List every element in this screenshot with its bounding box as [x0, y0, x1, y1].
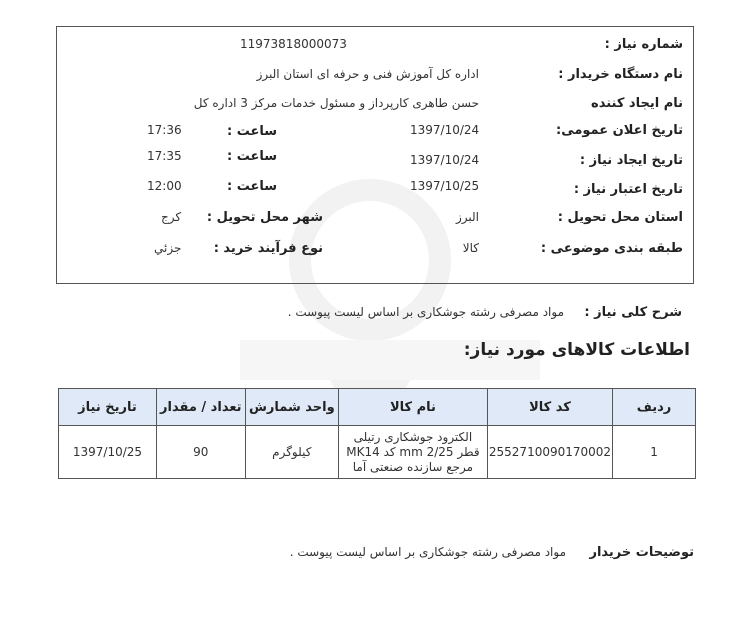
goods-table-header [59, 389, 696, 426]
process: جزئي [154, 241, 182, 255]
create-time: 17:35 [147, 149, 182, 163]
cell-unit: کیلوگرم [245, 426, 338, 479]
col-unit: واحد شمارش [245, 389, 338, 426]
city-label: شهر محل تحویل : [206, 210, 323, 225]
summary-label: شرح کلی نیاز : [584, 305, 682, 320]
goods-section-title: اطلاعات کالاهای مورد نیاز: [463, 340, 690, 360]
cell-date: 1397/10/25 [59, 426, 157, 479]
category: کالا [462, 241, 479, 255]
col-name: نام کالا [338, 389, 487, 426]
validity-time-label: ساعت : [227, 179, 278, 194]
col-code: کد کالا [487, 389, 612, 426]
validity-time: 12:00 [147, 179, 182, 193]
create-time-label: ساعت : [227, 149, 278, 164]
table-row [59, 426, 696, 479]
col-row: ردیف [613, 389, 696, 426]
cell-row: 1 [613, 426, 696, 479]
need-info-box [56, 26, 694, 284]
category-label: طبقه بندی موضوعی : [540, 241, 683, 256]
process-label: نوع فرآیند خرید : [213, 241, 323, 256]
announce-date: 1397/10/24 [410, 123, 480, 137]
validity-date: 1397/10/25 [410, 179, 480, 193]
create-date-label: تاریخ ایجاد نیاز : [579, 153, 683, 168]
need-number: 11973818000073 [240, 37, 347, 51]
creator-name: حسن طاهری کارپرداز و مسئول خدمات مرکز 3 اداره کل [193, 96, 479, 110]
announce-time-label: ساعت : [227, 124, 278, 139]
buyer-name: اداره کل آموزش فنی و حرفه ای استان البرز [256, 67, 479, 81]
validity-date-label: تاریخ اعتبار نیاز : [573, 182, 683, 197]
col-date: تاریخ نیاز [59, 389, 157, 426]
buyer-notes-text: مواد مصرفی رشته جوشکاری بر اساس لیست پیوست . [289, 545, 566, 559]
create-date: 1397/10/24 [410, 153, 480, 167]
need-number-label: شماره نیاز : [604, 37, 683, 52]
city: کرج [161, 210, 182, 224]
cell-code: 2552710090170002 [487, 426, 612, 479]
cell-name: الکترود جوشکاری رتیلی قطر 2/25 mm کد MK14 مرجع سازنده صنعتی آما [338, 426, 487, 479]
cell-qty: 90 [156, 426, 245, 479]
buyer-label: نام دستگاه خریدار : [558, 67, 683, 82]
announce-time: 17:36 [147, 123, 182, 137]
buyer-notes-label: توضیحات خریدار [589, 545, 694, 560]
province: البرز [455, 210, 479, 224]
summary-text: مواد مصرفی رشته جوشکاری بر اساس لیست پیوست . [287, 305, 564, 319]
province-label: استان محل تحویل : [557, 210, 683, 225]
announce-date-label: تاریخ اعلان عمومی: [556, 123, 683, 138]
creator-label: نام ایجاد کننده [591, 96, 683, 111]
goods-table [58, 388, 696, 479]
col-qty: تعداد / مقدار [156, 389, 245, 426]
